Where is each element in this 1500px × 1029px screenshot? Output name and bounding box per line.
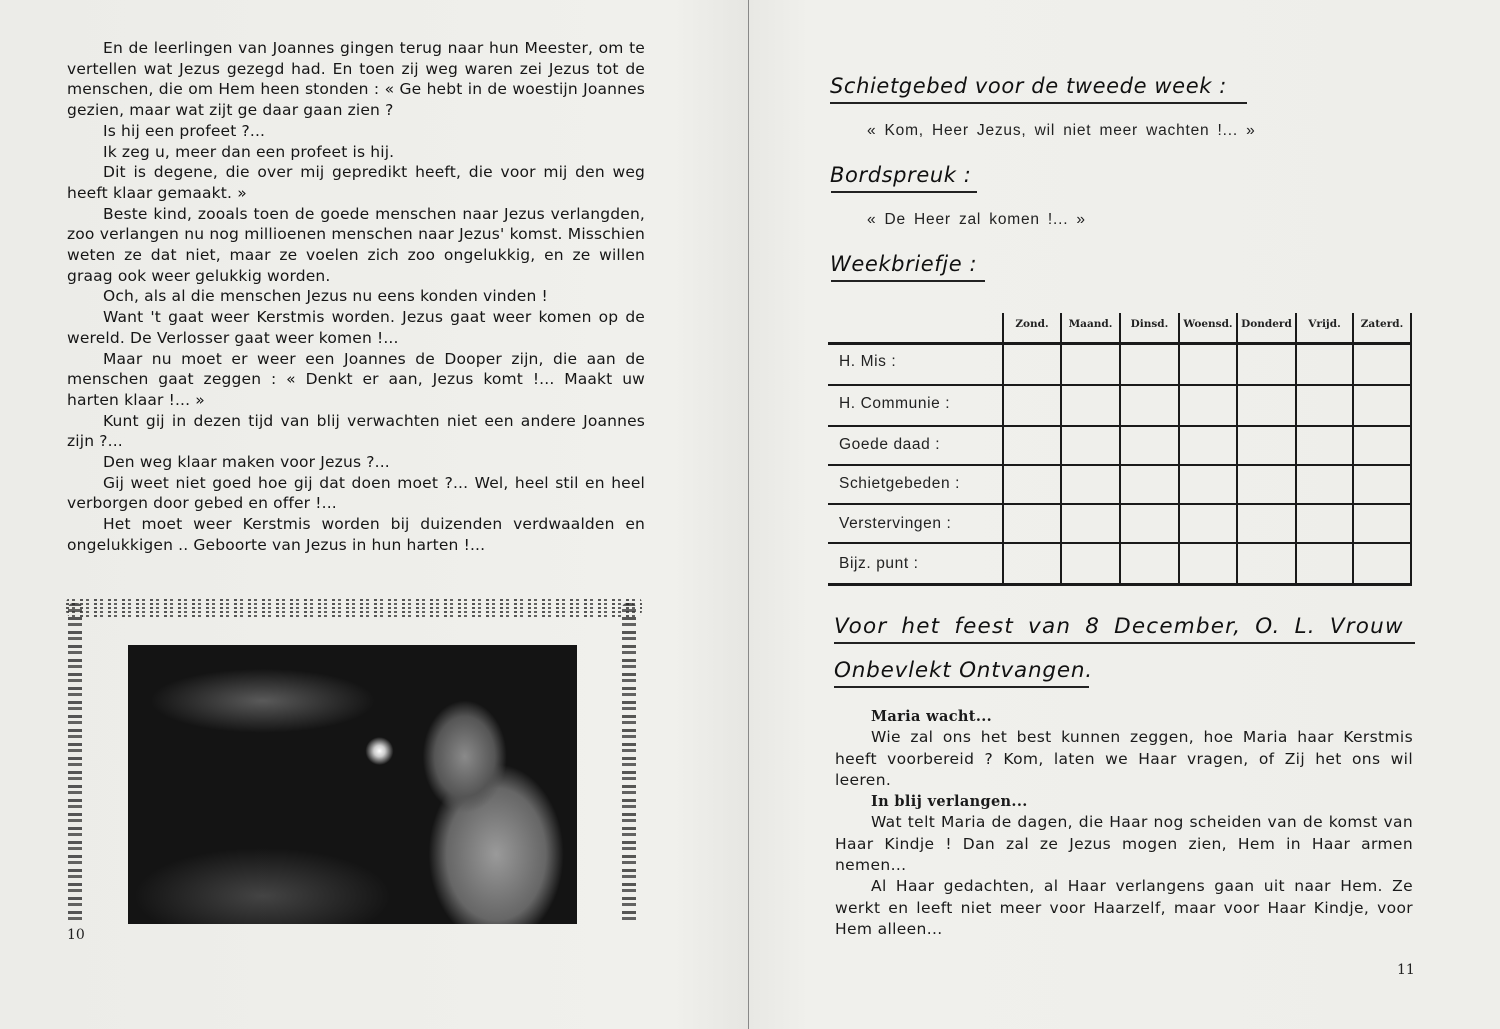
table-col-line xyxy=(1119,313,1121,586)
col-header-dinsdag: Dinsd. xyxy=(1130,318,1169,330)
subheading-maria-wacht: Maria wacht... xyxy=(871,708,993,725)
row-label-goede-daad: Goede daad : xyxy=(839,436,941,453)
heading-underline xyxy=(831,280,985,282)
paragraph: Ik zeg u, meer dan een profeet is hij. xyxy=(103,142,395,161)
col-header-woensdag: Woensd. xyxy=(1183,318,1233,330)
page-number: 11 xyxy=(1397,962,1415,978)
paragraph: Maar nu moet er weer een Joannes de Dooper zijn, die aan de menschen gaat zeggen : « Denkt er aan, Jezus komt !... Maakt uw harten klaar !... » xyxy=(67,349,645,409)
col-header-zaterdag: Zaterd. xyxy=(1360,318,1404,330)
garland-border-left xyxy=(68,603,82,925)
schietgebed-quote: « Kom, Heer Jezus, wil niet meer wachten !... » xyxy=(867,122,1256,139)
paragraph: Den weg klaar maken voor Jezus ?... xyxy=(103,453,390,472)
bordspreuk-quote: « De Heer zal komen !... » xyxy=(867,211,1086,228)
photo-frame xyxy=(66,597,642,930)
table-row-line xyxy=(828,425,1412,427)
table-col-line xyxy=(1295,313,1297,586)
paragraph: Gij weet niet goed hoe gij dat doen moet ?... Wel, heel stil en heel verborgen door gebed en offer !... xyxy=(67,473,645,513)
table-col-line xyxy=(1060,313,1062,586)
paragraph: Het moet weer Kerstmis worden bij duizenden verdwaalden en ongelukkigen .. Geboorte van Jezus in hun harten !... xyxy=(67,515,645,554)
table-col-line xyxy=(1002,313,1004,586)
row-label-h-communie: H. Communie : xyxy=(839,395,951,412)
paragraph: Beste kind, zooals toen de goede menschen naar Jezus verlangden, zoo verlangen nu nog millioenen menschen naar Jezus' komst. Misschien weten ze dat niet, maar ze voelen zich zoo ongelukkig, en ze willen graag ook weer gelukkig worden. xyxy=(67,204,645,285)
heading-schietgebed: Schietgebed voor de tweede week : xyxy=(830,74,1227,98)
garland-border-right xyxy=(622,603,636,925)
row-label-h-mis: H. Mis : xyxy=(839,353,897,370)
left-page xyxy=(0,0,748,1029)
table-row-line xyxy=(828,464,1412,466)
col-header-zondag: Zond. xyxy=(1015,318,1049,330)
paragraph: Is hij een profeet ?... xyxy=(103,121,266,140)
paragraph: Al Haar gedachten, al Haar verlangens gaan uit naar Hem. Ze werkt en leeft niet meer voor Haarzelf, maar voor Haar Kindje, voor Hem alleen... xyxy=(835,877,1413,938)
paragraph: Wat telt Maria de dagen, die Haar nog scheiden van de komst van Haar Kindje ! Dan zal ze Jezus mogen zien, Hem in Haar armen nemen... xyxy=(835,813,1413,875)
table-col-line xyxy=(1410,313,1412,586)
heading-underline xyxy=(830,102,1247,104)
feast-heading-line1: Voor het feest van 8 December, O. L. Vrouw xyxy=(834,614,1404,639)
garland-border-top xyxy=(66,597,642,617)
feast-heading-line2: Onbevlekt Ontvangen. xyxy=(834,658,1093,683)
col-header-donderdag: Donderd xyxy=(1241,318,1292,330)
table-row-line xyxy=(828,542,1412,544)
heading-underline xyxy=(834,642,1415,644)
row-label-bijz-punt: Bijz. punt : xyxy=(839,555,919,572)
paragraph: Wie zal ons het best kunnen zeggen, hoe Maria haar Kerstmis heeft voorbereid ? Kom, laten we Haar vragen, of Zij het ons wil leeren. xyxy=(835,728,1413,789)
christmas-crib-photo xyxy=(128,645,577,924)
paragraph: Och, als al die menschen Jezus nu eens konden vinden ! xyxy=(103,287,548,306)
heading-weekbriefje: Weekbriefje : xyxy=(830,252,978,276)
heading-bordspreuk: Bordspreuk : xyxy=(830,163,972,187)
subheading-in-blij-verlangen: In blij verlangen... xyxy=(871,793,1028,811)
col-header-vrijdag: Vrijd. xyxy=(1308,318,1341,330)
table-row-line xyxy=(828,342,1412,345)
heading-underline xyxy=(831,191,977,193)
paragraph: En de leerlingen van Joannes gingen terug naar hun Meester, om te vertellen wat Jezus gezegd had. En toen zij weg waren zei Jezus tot de menschen, die om Hem heen stonden : « Ge hebt in de woestijn Joannes gezien, maar wat zijt ge daar gaan zien ? xyxy=(67,39,645,120)
table-row-line xyxy=(828,384,1412,386)
row-label-schietgebeden: Schietgebeden : xyxy=(839,475,961,492)
paragraph: Dit is degene, die over mij gepredikt heeft, die voor mij den weg heeft klaar gemaakt. » xyxy=(67,163,645,202)
table-col-line xyxy=(1352,313,1354,586)
heading-underline xyxy=(834,686,1089,688)
table-col-line xyxy=(1178,313,1180,586)
table-row-line xyxy=(828,583,1412,586)
left-page-body xyxy=(67,38,645,556)
feast-body xyxy=(835,706,1413,940)
paragraph: Want 't gaat weer Kerstmis worden. Jezus gaat weer komen op de wereld. De Verlosser gaat weer komen !... xyxy=(67,308,645,347)
table-row-line xyxy=(828,503,1412,505)
col-header-maandag: Maand. xyxy=(1068,318,1113,330)
row-label-verstervingen: Verstervingen : xyxy=(839,515,952,532)
table-col-line xyxy=(1236,313,1238,586)
paragraph: Kunt gij in dezen tijd van blij verwachten niet een andere Joannes zijn ?... xyxy=(67,411,645,451)
week-checklist-table xyxy=(828,313,1412,586)
page-number: 10 xyxy=(67,927,85,943)
